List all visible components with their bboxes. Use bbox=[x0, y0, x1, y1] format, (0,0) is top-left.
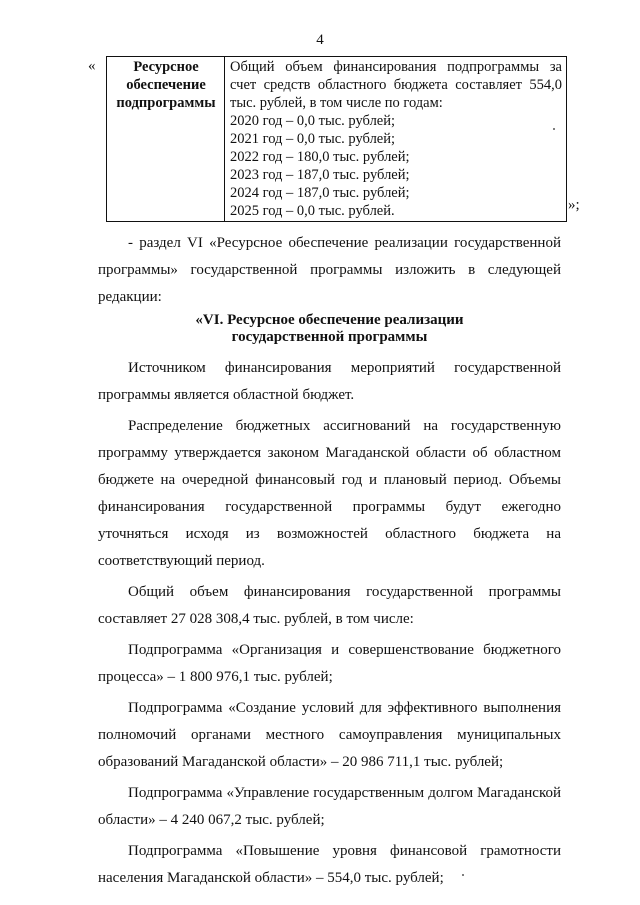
label-line: обеспечение bbox=[126, 77, 206, 93]
label-line: подпрограммы bbox=[116, 95, 216, 111]
year-line: 2025 год – 0,0 тыс. рублей. bbox=[230, 203, 395, 219]
opening-quote: « bbox=[88, 58, 96, 74]
year-line: 2021 год – 0,0 тыс. рублей; bbox=[230, 131, 396, 147]
page-number: 4 bbox=[316, 32, 324, 48]
paragraph-subprogram-literacy: Подпрограмма «Повышение уровня финансовой грамотности населения Магаданской области» – 554,0 тыс. рублей; bbox=[98, 843, 561, 886]
resource-support-table bbox=[106, 56, 567, 222]
intro-line: тыс. рублей, в том числе по годам: bbox=[230, 95, 443, 111]
year-line: 2024 год – 187,0 тыс. рублей; bbox=[230, 185, 410, 201]
scan-speck bbox=[462, 874, 464, 876]
intro-line: Общий объем финансирования подпрограммы за bbox=[230, 59, 562, 75]
paragraph-distribution: Распределение бюджетных ассигнований на государственную программу утверждается законом Магаданской области об областном бюджете на очередной финансовый год и плановый период. Объемы финансирования государственной программы будут ежегодно уточняться исходя из возможностей областного бюджета на соответствующий период. bbox=[98, 418, 561, 569]
instruction-paragraph: - раздел VI «Ресурсное обеспечение реализации государственной программы» государственной программы изложить в следующей редакции: bbox=[98, 235, 561, 305]
paragraph-subprogram-local-government: Подпрограмма «Создание условий для эффективного выполнения полномочий органами местного самоуправления муниципальных образований Магаданской области» – 20 986 711,1 тыс. рублей; bbox=[98, 700, 561, 770]
paragraph-subprogram-budget-process: Подпрограмма «Организация и совершенствование бюджетного процесса» – 1 800 976,1 тыс. рублей; bbox=[98, 642, 561, 685]
year-line: 2020 год – 0,0 тыс. рублей; bbox=[230, 113, 396, 129]
closing-quote: »; bbox=[568, 197, 580, 213]
paragraph-total: Общий объем финансирования государственной программы составляет 27 028 308,4 тыс. рублей, в том числе: bbox=[98, 584, 561, 627]
label-line: Ресурсное bbox=[133, 59, 199, 75]
paragraph-subprogram-debt: Подпрограмма «Управление государственным долгом Магаданской области» – 4 240 067,2 тыс. рублей; bbox=[98, 785, 561, 828]
section-heading bbox=[98, 312, 561, 346]
table-row bbox=[107, 57, 567, 222]
paragraph-source: Источником финансирования мероприятий государственной программы является областной бюджет. bbox=[98, 360, 561, 403]
year-line: 2023 год – 187,0 тыс. рублей; bbox=[230, 167, 410, 183]
resource-support-value bbox=[225, 57, 567, 222]
section-body bbox=[98, 355, 561, 892]
heading-line: государственной программы bbox=[231, 329, 428, 345]
scan-speck bbox=[553, 128, 555, 130]
heading-line: «VI. Ресурсное обеспечение реализации bbox=[195, 312, 464, 328]
resource-support-label bbox=[107, 57, 225, 222]
year-line: 2022 год – 180,0 тыс. рублей; bbox=[230, 149, 410, 165]
instruction-block bbox=[98, 230, 561, 311]
intro-line: счет средств областного бюджета составляет 554,0 bbox=[230, 77, 562, 93]
